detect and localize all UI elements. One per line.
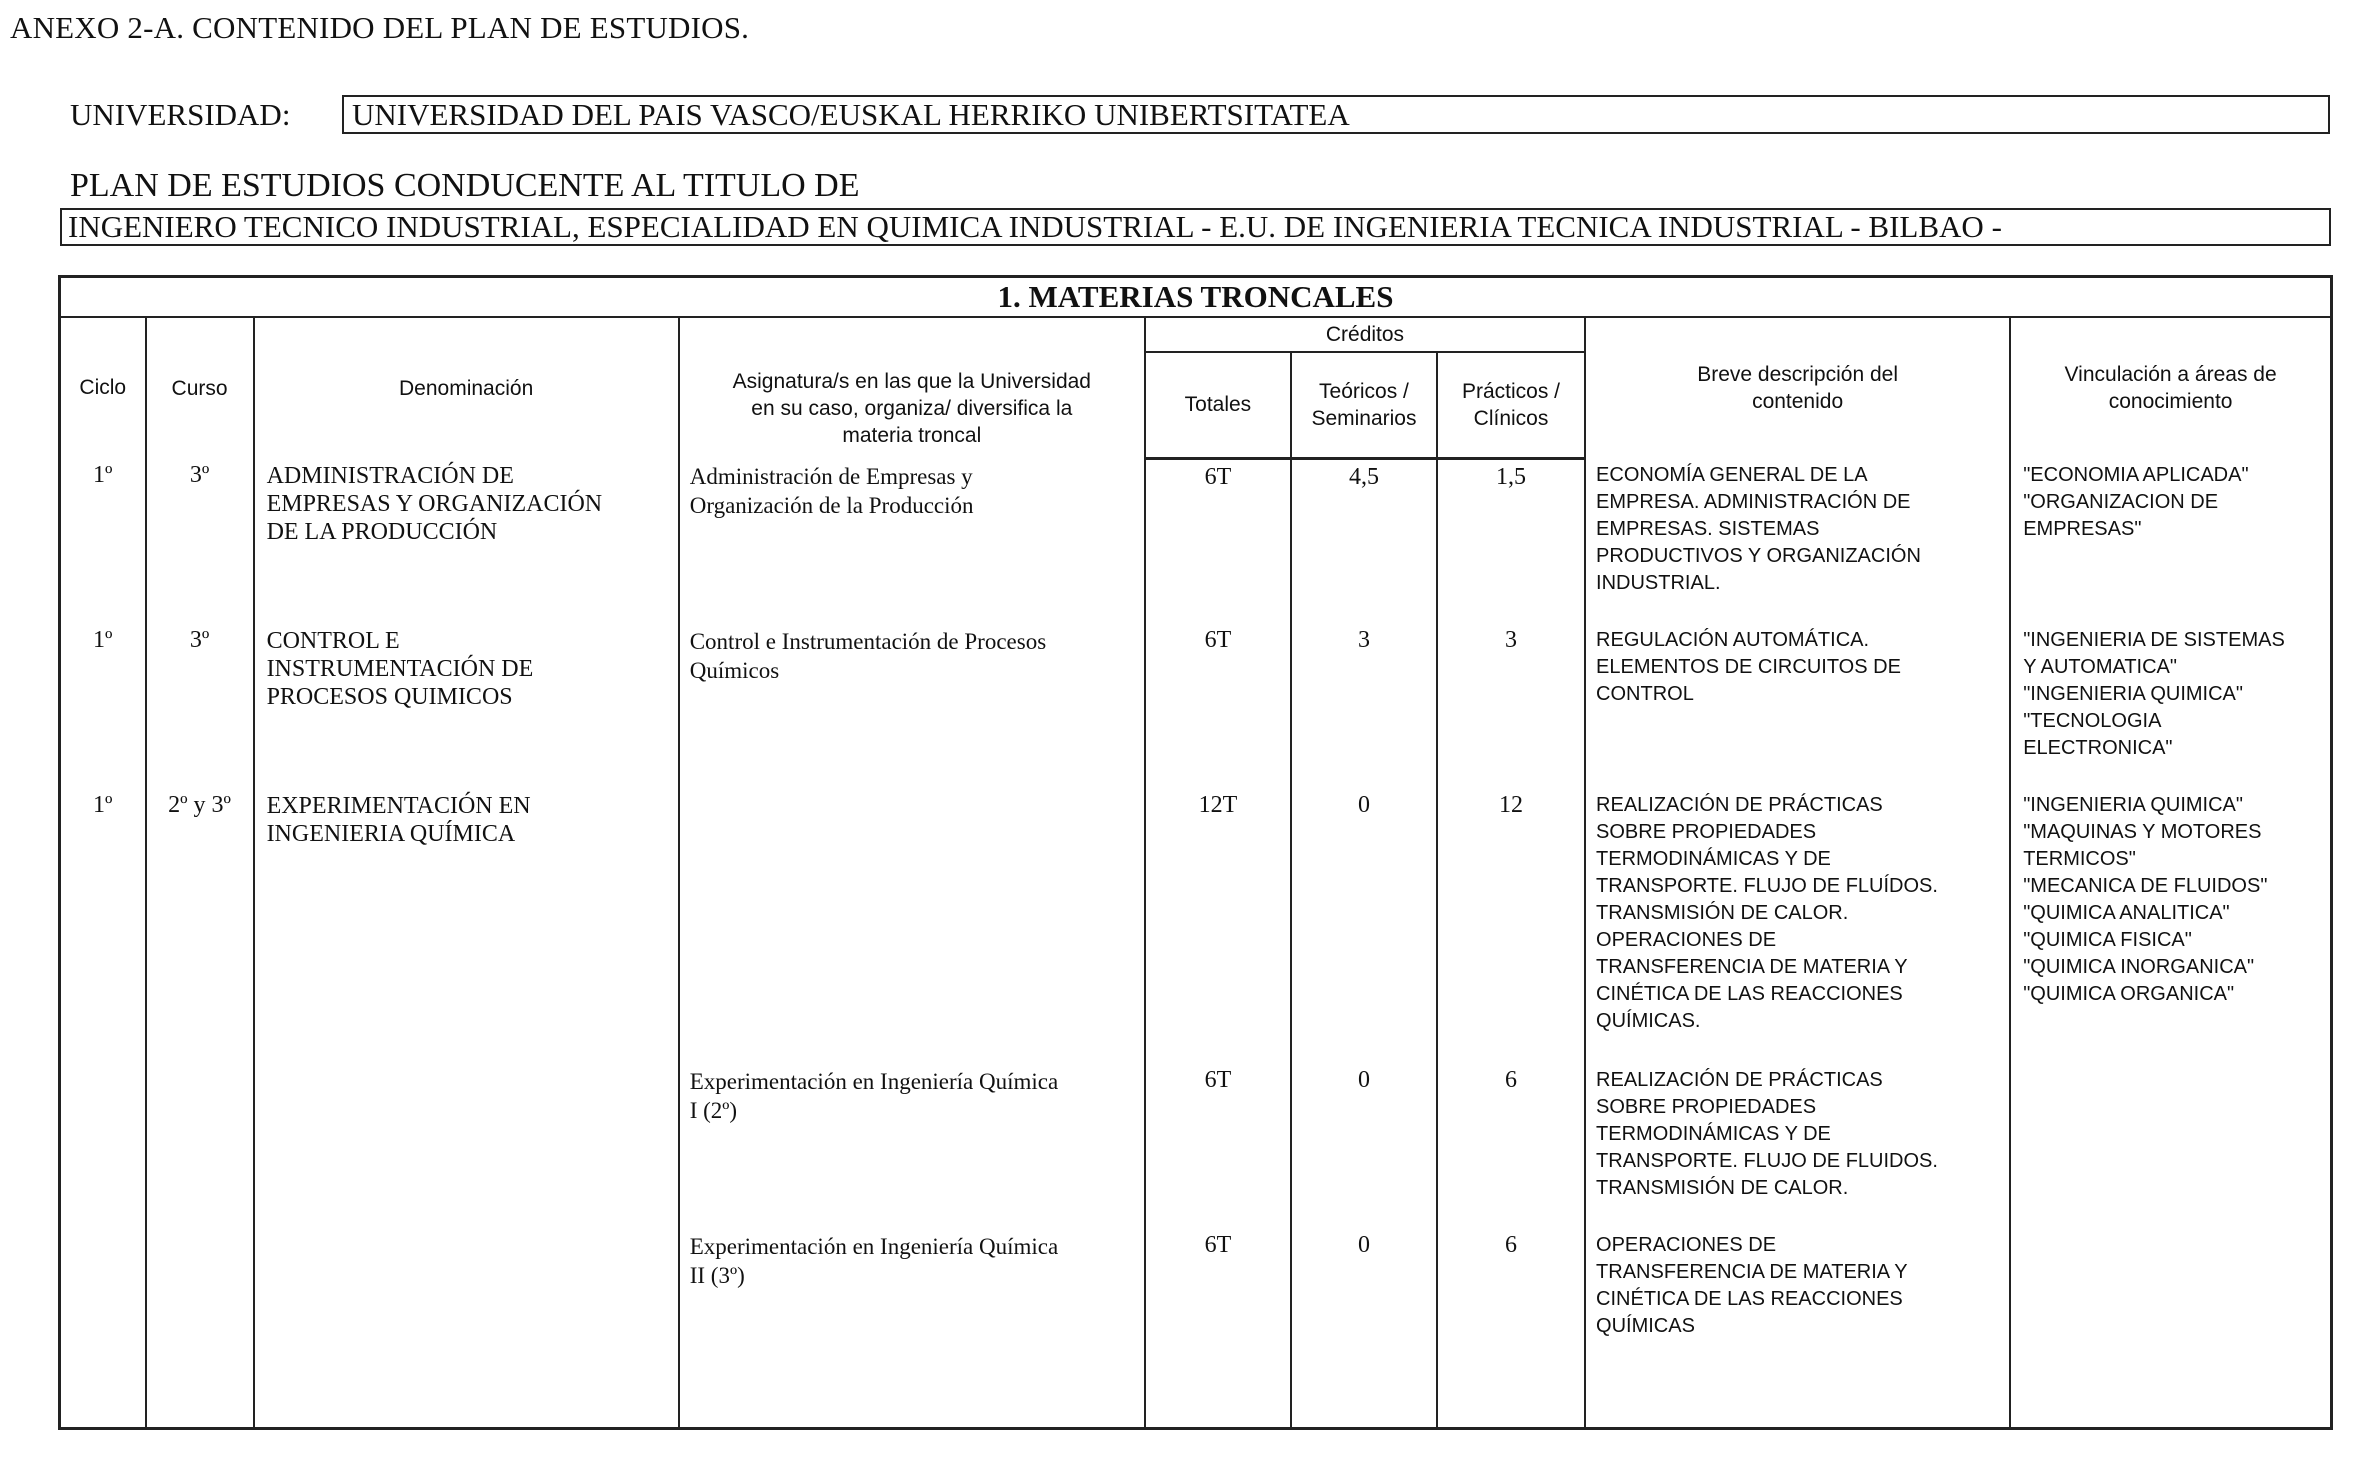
header-asignatura-line: Asignatura/s en las que la Universidad [732, 369, 1091, 393]
denominacion-line: CONTROL E [266, 628, 400, 654]
cell-vinculacion [2010, 1063, 2331, 1228]
vinculacion-line: "QUIMICA INORGANICA" [2023, 956, 2255, 978]
header-vinculacion-line: conocimiento [2108, 390, 2233, 413]
vinculacion-line: "MAQUINAS Y MOTORES [2023, 821, 2262, 843]
vinculacion-line: "TECNOLOGIA [2023, 710, 2162, 732]
descripcion-line: TERMODINÁMICAS Y DE [1596, 1123, 1831, 1145]
descripcion-line: SOBRE PROPIEDADES [1596, 821, 1817, 843]
cell-vinculacion [2010, 1228, 2331, 1428]
cell-totales: 6T [1145, 458, 1291, 623]
cell-teoricos: 0 [1291, 1063, 1437, 1228]
header-ciclo: Ciclo [79, 376, 127, 399]
descripcion-line: EMPRESA. ADMINISTRACIÓN DE [1596, 491, 1911, 513]
descripcion-line: TERMODINÁMICAS Y DE [1596, 848, 1831, 870]
cell-totales: 12T [1145, 788, 1291, 1063]
descripcion-line: QUÍMICAS [1596, 1315, 1695, 1337]
header-teoricos-line: Teóricos / [1319, 379, 1409, 403]
section-title: 1. MATERIAS TRONCALES [60, 277, 2332, 318]
cell-vinculacion [2010, 623, 2331, 788]
descripcion-line: CONTROL [1596, 683, 1694, 705]
vinculacion-line: "QUIMICA FISICA" [2023, 929, 2192, 951]
cell-descripcion [1585, 623, 2010, 788]
vinculacion-line: "INGENIERIA DE SISTEMAS [2023, 629, 2285, 651]
cell-asignatura [679, 623, 1145, 788]
asignatura-line: Organización de la Producción [689, 493, 974, 518]
denominacion-line: INSTRUMENTACIÓN DE [266, 656, 534, 682]
table-row [60, 1228, 2332, 1428]
asignatura-line: Químicos [689, 658, 780, 683]
header-practicos-line: Prácticos / [1461, 379, 1561, 403]
cell-teoricos: 4,5 [1291, 458, 1437, 623]
asignatura-line: Experimentación en Ingeniería Química [689, 1234, 1059, 1259]
university-field: UNIVERSIDAD DEL PAIS VASCO/EUSKAL HERRIKO UNIBERTSITATEA [342, 95, 2330, 134]
cell-denominacion [254, 623, 679, 788]
table-row [60, 1063, 2332, 1228]
vinculacion-line: "INGENIERIA QUIMICA" [2023, 794, 2243, 816]
descripcion-line: OPERACIONES DE [1596, 1234, 1777, 1256]
descripcion-line: TRANSPORTE. FLUJO DE FLUIDOS. [1596, 1150, 1938, 1172]
cell-curso [146, 1063, 254, 1228]
cell-ciclo [60, 1063, 146, 1228]
header-asignatura-line: en su caso, organiza/ diversifica la [751, 396, 1073, 420]
descripcion-line: REGULACIÓN AUTOMÁTICA. [1596, 629, 1870, 651]
cell-curso [146, 1228, 254, 1428]
descripcion-line: TRANSFERENCIA DE MATERIA Y [1596, 1261, 1908, 1283]
cell-denominacion [254, 1063, 679, 1228]
asignatura-line: I (2º) [689, 1098, 738, 1123]
vinculacion-line: "MECANICA DE FLUIDOS" [2023, 875, 2268, 897]
troncales-table [58, 275, 2333, 1430]
vinculacion-line: EMPRESAS" [2023, 518, 2142, 540]
vinculacion-line: TERMICOS" [2023, 848, 2136, 870]
cell-descripcion [1585, 1228, 2010, 1428]
cell-totales: 6T [1145, 1228, 1291, 1428]
denominacion-line: DE LA PRODUCCIÓN [266, 519, 498, 545]
descripcion-line: EMPRESAS. SISTEMAS [1596, 518, 1820, 540]
header-denominacion: Denominación [254, 317, 679, 458]
vinculacion-line: "QUIMICA ORGANICA" [2023, 983, 2235, 1005]
cell-asignatura [679, 1063, 1145, 1228]
descripcion-line: TRANSPORTE. FLUJO DE FLUÍDOS. [1596, 875, 1938, 897]
descripcion-line: CINÉTICA DE LAS REACCIONES [1596, 1288, 1903, 1310]
cell-practicos: 3 [1437, 623, 1585, 788]
descripcion-line: ECONOMÍA GENERAL DE LA [1596, 464, 1868, 486]
vinculacion-line: "QUIMICA ANALITICA" [2023, 902, 2230, 924]
university-label: UNIVERSIDAD: [70, 97, 291, 132]
cell-asignatura [679, 458, 1145, 623]
header-vinculacion [2010, 317, 2331, 458]
cell-teoricos: 3 [1291, 623, 1437, 788]
cell-ciclo: 1º [93, 462, 113, 488]
cell-asignatura [679, 788, 1145, 1063]
header-descripcion-line: contenido [1752, 390, 1844, 413]
cell-teoricos: 0 [1291, 788, 1437, 1063]
cell-denominacion [254, 1228, 679, 1428]
cell-ciclo [60, 1228, 146, 1428]
descripcion-line: ELEMENTOS DE CIRCUITOS DE [1596, 656, 1901, 678]
header-practicos [1437, 352, 1585, 458]
cell-curso: 3º [146, 458, 254, 623]
asignatura-line: Control e Instrumentación de Procesos [689, 629, 1047, 654]
cell-curso: 3º [146, 623, 254, 788]
plan-label: PLAN DE ESTUDIOS CONDUCENTE AL TITULO DE [70, 167, 860, 204]
cell-descripcion [1585, 788, 2010, 1063]
cell-ciclo: 1º [93, 792, 113, 818]
annex-title: ANEXO 2-A. CONTENIDO DEL PLAN DE ESTUDIOS. [10, 10, 750, 45]
descripcion-line: OPERACIONES DE [1596, 929, 1777, 951]
vinculacion-line: Y AUTOMATICA" [2023, 656, 2177, 678]
descripcion-line: CINÉTICA DE LAS REACCIONES [1596, 983, 1903, 1005]
cell-descripcion [1585, 1063, 2010, 1228]
header-curso: Curso [146, 317, 254, 458]
descripcion-line: REALIZACIÓN DE PRÁCTICAS [1596, 794, 1883, 816]
table-row [60, 458, 2332, 623]
header-creditos: Créditos [1145, 317, 1585, 352]
cell-ciclo: 1º [93, 627, 113, 653]
vinculacion-line: "ECONOMIA APLICADA" [2023, 464, 2249, 486]
descripcion-line: TRANSMISIÓN DE CALOR. [1596, 1177, 1849, 1199]
cell-denominacion [254, 458, 679, 623]
descripcion-line: TRANSMISIÓN DE CALOR. [1596, 902, 1849, 924]
cell-practicos: 1,5 [1437, 458, 1585, 623]
asignatura-line: II (3º) [689, 1263, 745, 1288]
denominacion-line: INGENIERIA QUÍMICA [266, 821, 516, 847]
denominacion-line: EXPERIMENTACIÓN EN [266, 793, 531, 819]
cell-curso: 2º y 3º [146, 788, 254, 1063]
cell-totales: 6T [1145, 623, 1291, 788]
descripcion-line: REALIZACIÓN DE PRÁCTICAS [1596, 1069, 1883, 1091]
denominacion-line: ADMINISTRACIÓN DE [266, 463, 514, 489]
denominacion-line: EMPRESAS Y ORGANIZACIÓN [266, 491, 603, 517]
descripcion-line: SOBRE PROPIEDADES [1596, 1096, 1817, 1118]
cell-teoricos: 0 [1291, 1228, 1437, 1428]
cell-denominacion [254, 788, 679, 1063]
table-row [60, 623, 2332, 788]
cell-practicos: 12 [1437, 788, 1585, 1063]
header-descripcion [1585, 317, 2010, 458]
descripcion-line: TRANSFERENCIA DE MATERIA Y [1596, 956, 1908, 978]
asignatura-line: Experimentación en Ingeniería Química [689, 1069, 1059, 1094]
header-teoricos [1291, 352, 1437, 458]
cell-practicos: 6 [1437, 1228, 1585, 1428]
degree-title-field: INGENIERO TECNICO INDUSTRIAL, ESPECIALIDAD EN QUIMICA INDUSTRIAL - E.U. DE INGENIERIA TECNICA INDUSTRIAL - BILBAO - [60, 208, 2331, 246]
cell-practicos: 6 [1437, 1063, 1585, 1228]
asignatura-line: Administración de Empresas y [689, 464, 973, 489]
header-totales: Totales [1145, 352, 1291, 458]
header-asignatura-line: materia troncal [842, 423, 982, 447]
cell-vinculacion [2010, 458, 2331, 623]
cell-descripcion [1585, 458, 2010, 623]
vinculacion-line: "INGENIERIA QUIMICA" [2023, 683, 2243, 705]
descripcion-line: PRODUCTIVOS Y ORGANIZACIÓN [1596, 545, 1921, 567]
header-practicos-line: Clínicos [1473, 406, 1549, 430]
vinculacion-line: ELECTRONICA" [2023, 737, 2173, 759]
denominacion-line: PROCESOS QUIMICOS [266, 684, 513, 710]
descripcion-line: QUÍMICAS. [1596, 1010, 1701, 1032]
cell-totales: 6T [1145, 1063, 1291, 1228]
cell-asignatura [679, 1228, 1145, 1428]
descripcion-line: INDUSTRIAL. [1596, 572, 1721, 594]
table-row [60, 788, 2332, 1063]
header-vinculacion-line: Vinculación a áreas de [2064, 363, 2277, 386]
vinculacion-line: "ORGANIZACION DE [2023, 491, 2219, 513]
cell-vinculacion [2010, 788, 2331, 1063]
header-teoricos-line: Seminarios [1311, 406, 1417, 430]
header-asignatura [679, 317, 1145, 458]
header-descripcion-line: Breve descripción del [1697, 363, 1898, 386]
